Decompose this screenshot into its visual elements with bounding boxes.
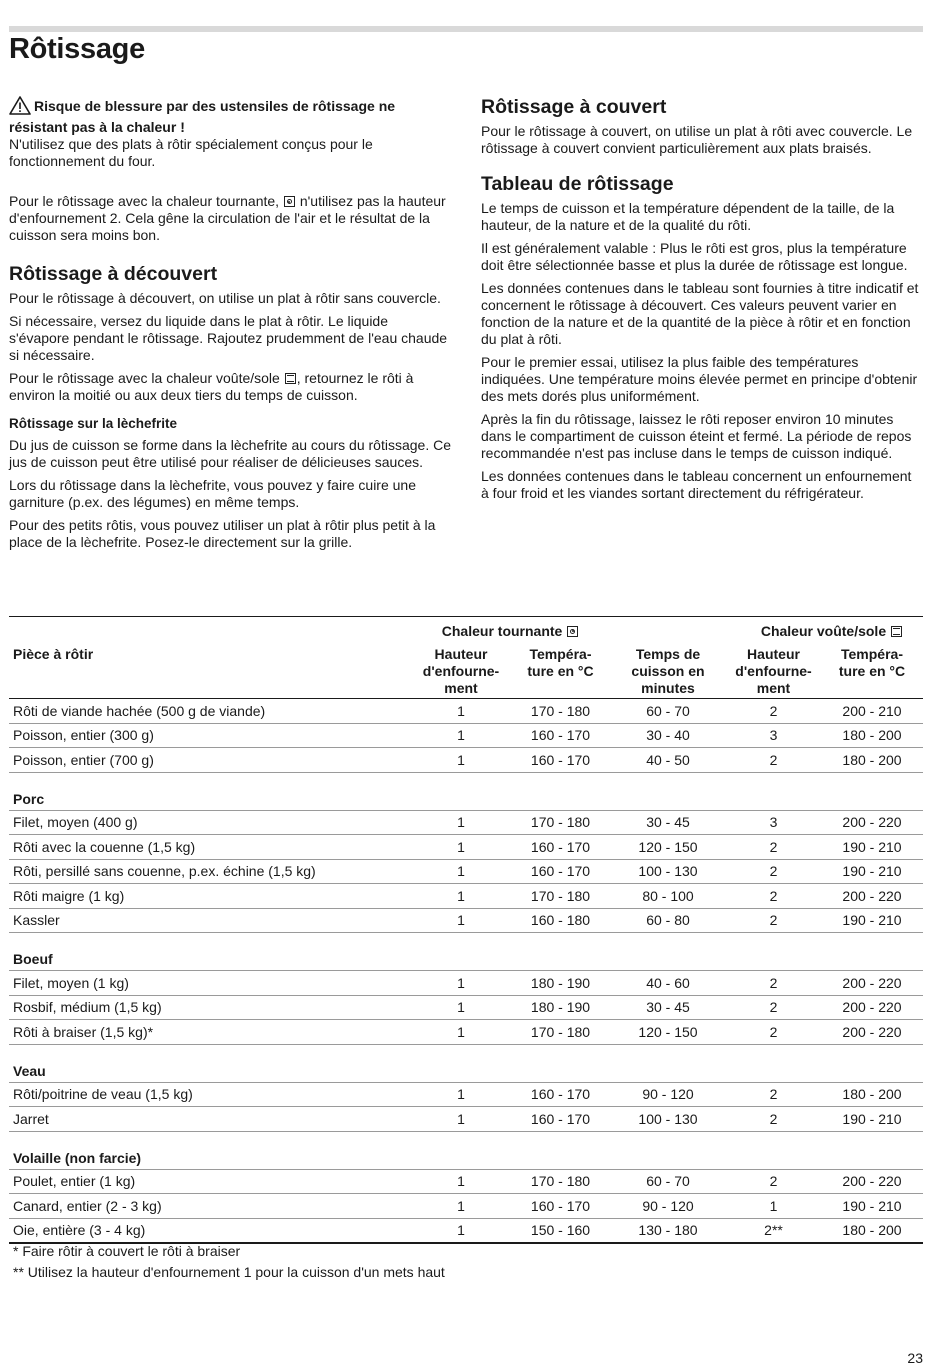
cell-h1: 1 — [411, 859, 511, 884]
table-category-row — [9, 1131, 923, 1169]
paragraph: Si nécessaire, versez du liquide dans le plat à rôtir. Le liquide s'évapore pendant le rôtissage. Rajoutez prudemment de l'eau chaude si nécessaire. — [9, 313, 448, 363]
table-row — [9, 1082, 923, 1107]
group-top-bottom-heat: Chaleur voûte/sole — [610, 617, 923, 643]
cell-time: 120 - 150 — [610, 835, 726, 860]
fan-note-end: n'utilisez pas la hauteur d'enfournement 2. Cela gêne la circulation de l'air et le résultat de la cuisson sera moins bon. — [9, 193, 446, 243]
cell-name: Poisson, entier (300 g) — [9, 723, 411, 748]
cell-h2: 2 — [726, 859, 821, 884]
cell-name: Rôti/poitrine de veau (1,5 kg) — [9, 1082, 411, 1107]
cell-t1: 160 - 170 — [511, 1194, 610, 1219]
cell-h1: 1 — [411, 1082, 511, 1107]
cell-time: 40 - 60 — [610, 971, 726, 996]
cell-h2: 2 — [726, 1020, 821, 1045]
cell-time: 90 - 120 — [610, 1082, 726, 1107]
table-category-row — [9, 933, 923, 971]
cell-t2: 180 - 200 — [821, 748, 923, 773]
cell-t2: 180 - 200 — [821, 1082, 923, 1107]
cell-name: Rôti avec la couenne (1,5 kg) — [9, 835, 411, 860]
cell-h2: 2 — [726, 835, 821, 860]
col-temp-fan: Tempéra- ture en °C — [511, 642, 610, 699]
warning-block — [9, 96, 451, 170]
cell-h2: 3 — [726, 723, 821, 748]
table-column-header — [9, 642, 923, 699]
paragraph: Du jus de cuisson se forme dans la lèchefrite au cours du rôtissage. Ce jus de cuisson peut être utilisé pour réaliser de délicieuses sauces. — [9, 437, 452, 470]
cell-time: 60 - 80 — [610, 908, 726, 933]
cell-t2: 200 - 220 — [821, 1020, 923, 1045]
table-row — [9, 908, 923, 933]
topbottom-note-start: Pour le rôtissage avec la chaleur voûte/sole — [9, 370, 280, 386]
cell-time: 60 - 70 — [610, 699, 726, 724]
header-rule — [9, 26, 923, 32]
col-height-topbottom: Hauteur d'enfourne- ment — [726, 642, 821, 699]
cell-name: Jarret — [9, 1107, 411, 1132]
cell-t2: 180 - 200 — [821, 723, 923, 748]
left-column — [9, 96, 451, 557]
cell-t1: 160 - 170 — [511, 1082, 610, 1107]
table-row — [9, 971, 923, 996]
cell-name: Rôti de viande hachée (500 g de viande) — [9, 699, 411, 724]
col-piece: Pièce à rôtir — [9, 642, 411, 699]
paragraph: Pour le rôtissage à couvert, on utilise un plat à rôti avec couvercle. Le rôtissage à couvert convient particulièrement aux plats braisés. — [481, 123, 913, 156]
paragraph: Pour le rôtissage à découvert, on utilise un plat à rôtir sans couvercle. — [9, 290, 441, 306]
cell-name: Poisson, entier (700 g) — [9, 748, 411, 773]
cell-t2: 200 - 210 — [821, 699, 923, 724]
cell-h2: 3 — [726, 810, 821, 835]
paragraph: Lors du rôtissage dans la lèchefrite, vous pouvez y faire cuire une garniture (p.ex. des légumes) en même temps. — [9, 477, 417, 510]
cell-name: Poulet, entier (1 kg) — [9, 1169, 411, 1194]
table-body — [9, 699, 923, 1244]
paragraph: Les données contenues dans le tableau sont fournies à titre indicatif et concernent le rôtissage à découvert. Ces valeurs peuvent varier en fonction de la nature et de la quantité de la pièce à rôtir et en fonction du plat à rôti. — [481, 280, 919, 347]
warning-title: Risque de blessure par des ustensiles de rôtissage ne résistant pas à la chaleur ! — [9, 98, 396, 135]
cell-t2: 200 - 220 — [821, 884, 923, 909]
table-row — [9, 835, 923, 860]
cell-name: Kassler — [9, 908, 411, 933]
paragraph: Les données contenues dans le tableau concernent un enfournement à four froid et les viandes sortant directement du réfrigérateur. — [481, 468, 912, 501]
footnote: ** Utilisez la hauteur d'enfournement 1 pour la cuisson d'un mets haut — [13, 1264, 445, 1280]
table-group-header — [9, 617, 923, 643]
cell-t2: 190 - 210 — [821, 859, 923, 884]
cell-t1: 160 - 170 — [511, 748, 610, 773]
footnotes — [13, 1241, 445, 1283]
table-row — [9, 1218, 923, 1243]
cell-h2: 2 — [726, 699, 821, 724]
col-height-fan: Hauteur d'enfourne- ment — [411, 642, 511, 699]
cell-h1: 1 — [411, 908, 511, 933]
cell-t1: 170 - 180 — [511, 884, 610, 909]
paragraph: Il est généralement valable : Plus le rôti est gros, plus la température doit être sélectionnée basse et plus la durée de rôtissage est longue. — [481, 240, 908, 273]
cell-t1: 170 - 180 — [511, 1169, 610, 1194]
top-bottom-heat-icon — [891, 626, 902, 637]
cell-time: 30 - 45 — [610, 810, 726, 835]
cell-h2: 2** — [726, 1218, 821, 1243]
cell-time: 30 - 45 — [610, 995, 726, 1020]
cell-h1: 1 — [411, 723, 511, 748]
page-title: Rôtissage — [9, 33, 145, 65]
category-label: Boeuf — [9, 933, 923, 971]
paragraph: Pour le premier essai, utilisez la plus faible des températures indiquées. Une température moins élevée permet en principe d'obtenir des mets dorés plus uniformément. — [481, 354, 918, 404]
cell-time: 100 - 130 — [610, 1107, 726, 1132]
cell-time: 120 - 150 — [610, 1020, 726, 1045]
cell-h1: 1 — [411, 1107, 511, 1132]
cell-h1: 1 — [411, 884, 511, 909]
col-time: Temps de cuisson en minutes — [610, 642, 726, 699]
cell-h1: 1 — [411, 835, 511, 860]
warning-title-line — [9, 96, 451, 136]
cell-h2: 2 — [726, 971, 821, 996]
cell-t1: 160 - 180 — [511, 908, 610, 933]
cell-name: Rôti, persillé sans couenne, p.ex. échine (1,5 kg) — [9, 859, 411, 884]
subsection-title-drip-tray: Rôtissage sur la lèchefrite — [9, 416, 178, 431]
cell-h2: 2 — [726, 748, 821, 773]
cell-time: 30 - 40 — [610, 723, 726, 748]
right-column — [481, 96, 923, 508]
table-row — [9, 1020, 923, 1045]
warning-text: N'utilisez que des plats à rôtir spécialement conçus pour le fonctionnement du four. — [9, 136, 373, 169]
paragraph: Pour des petits rôtis, vous pouvez utiliser un plat à rôtir plus petit à la place de la lèchefrite. Posez-le directement sur la grille. — [9, 517, 436, 550]
cell-name: Rosbif, médium (1,5 kg) — [9, 995, 411, 1020]
table-row — [9, 699, 923, 724]
cell-t2: 200 - 220 — [821, 971, 923, 996]
fan-heat-icon — [284, 196, 295, 207]
cell-h2: 2 — [726, 1082, 821, 1107]
cell-t1: 180 - 190 — [511, 971, 610, 996]
table-row — [9, 723, 923, 748]
cell-t1: 170 - 180 — [511, 810, 610, 835]
cell-h1: 1 — [411, 995, 511, 1020]
category-label: Veau — [9, 1044, 923, 1082]
section-title-covered: Rôtissage à couvert — [481, 96, 667, 118]
cell-t2: 190 - 210 — [821, 908, 923, 933]
table-row — [9, 995, 923, 1020]
table-row — [9, 1194, 923, 1219]
cell-h1: 1 — [411, 1218, 511, 1243]
cell-t1: 160 - 170 — [511, 859, 610, 884]
cell-t2: 180 - 200 — [821, 1218, 923, 1243]
table-row — [9, 748, 923, 773]
topbottom-note — [9, 370, 451, 404]
cell-name: Canard, entier (2 - 3 kg) — [9, 1194, 411, 1219]
paragraph: Le temps de cuisson et la température dépendent de la taille, de la hauteur, de la nature et de la qualité du rôti. — [481, 200, 895, 233]
category-label: Porc — [9, 772, 923, 810]
cell-name: Rôti maigre (1 kg) — [9, 884, 411, 909]
cell-t2: 190 - 210 — [821, 1107, 923, 1132]
cell-time: 100 - 130 — [610, 859, 726, 884]
cell-t1: 170 - 180 — [511, 1020, 610, 1045]
cell-t1: 160 - 170 — [511, 835, 610, 860]
table-row — [9, 1169, 923, 1194]
cell-t1: 160 - 170 — [511, 723, 610, 748]
roasting-table — [9, 616, 923, 1244]
cell-t1: 180 - 190 — [511, 995, 610, 1020]
cell-h1: 1 — [411, 971, 511, 996]
table-row — [9, 884, 923, 909]
cell-t1: 160 - 170 — [511, 1107, 610, 1132]
group-fan-heat: Chaleur tournante — [411, 617, 610, 643]
cell-name: Filet, moyen (400 g) — [9, 810, 411, 835]
cell-h1: 1 — [411, 1194, 511, 1219]
cell-t2: 200 - 220 — [821, 995, 923, 1020]
fan-note-start: Pour le rôtissage avec la chaleur tournante, — [9, 193, 280, 209]
cell-t1: 150 - 160 — [511, 1218, 610, 1243]
table-row — [9, 810, 923, 835]
cell-t2: 200 - 220 — [821, 1169, 923, 1194]
footnote: * Faire rôtir à couvert le rôti à braiser — [13, 1243, 241, 1259]
cell-t2: 200 - 220 — [821, 810, 923, 835]
cell-name: Filet, moyen (1 kg) — [9, 971, 411, 996]
cell-h2: 2 — [726, 884, 821, 909]
section-title-uncovered: Rôtissage à découvert — [9, 263, 218, 285]
section-title-roasting-table: Tableau de rôtissage — [481, 173, 674, 195]
cell-time: 90 - 120 — [610, 1194, 726, 1219]
topbottom-note-end: , retournez le rôti à environ la moitié ou aux deux tiers du temps de cuisson. — [9, 370, 414, 403]
cell-time: 130 - 180 — [610, 1218, 726, 1243]
table-row — [9, 1107, 923, 1132]
cell-h2: 2 — [726, 1107, 821, 1132]
cell-t2: 190 - 210 — [821, 835, 923, 860]
cell-name: Oie, entière (3 - 4 kg) — [9, 1218, 411, 1243]
fan-heat-icon — [567, 626, 578, 637]
table-row — [9, 859, 923, 884]
fan-note — [9, 193, 451, 244]
cell-h2: 1 — [726, 1194, 821, 1219]
warning-triangle-icon — [9, 96, 31, 119]
col-temp-topbottom: Tempéra- ture en °C — [821, 642, 923, 699]
cell-h1: 1 — [411, 699, 511, 724]
cell-h1: 1 — [411, 810, 511, 835]
category-label: Volaille (non farcie) — [9, 1131, 923, 1169]
cell-name: Rôti à braiser (1,5 kg)* — [9, 1020, 411, 1045]
paragraph: Après la fin du rôtissage, laissez le rôti reposer environ 10 minutes dans le compartiment de cuisson éteint et fermé. La période de repos recommandée n'est pas incluse dans le temps de cuisson indiqué. — [481, 411, 912, 461]
cell-t1: 170 - 180 — [511, 699, 610, 724]
table-category-row — [9, 772, 923, 810]
cell-t2: 190 - 210 — [821, 1194, 923, 1219]
table-category-row — [9, 1044, 923, 1082]
cell-time: 40 - 50 — [610, 748, 726, 773]
cell-h1: 1 — [411, 1020, 511, 1045]
cell-time: 80 - 100 — [610, 884, 726, 909]
top-bottom-heat-icon — [285, 373, 296, 384]
cell-h2: 2 — [726, 1169, 821, 1194]
page-number: 23 — [907, 1350, 923, 1366]
cell-h1: 1 — [411, 1169, 511, 1194]
cell-h2: 2 — [726, 908, 821, 933]
cell-h2: 2 — [726, 995, 821, 1020]
cell-time: 60 - 70 — [610, 1169, 726, 1194]
cell-h1: 1 — [411, 748, 511, 773]
